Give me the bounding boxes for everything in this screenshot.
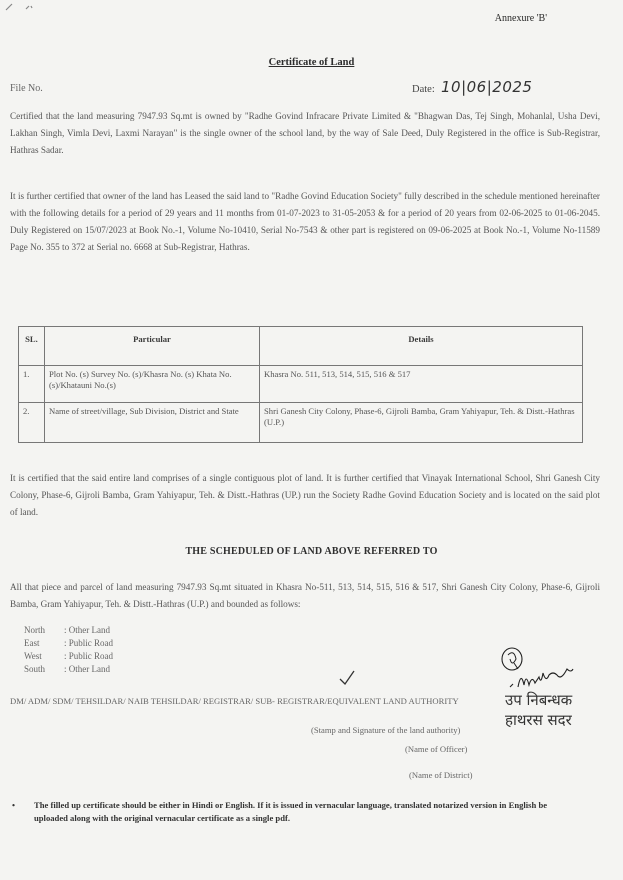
boundary-north: North : Other Land [24, 625, 110, 635]
land-details-table [18, 326, 583, 443]
page-title: Certificate of Land [268, 57, 355, 68]
stamp-line-2: हाथरस सदर [505, 711, 572, 729]
stamp-line-1: उप निबन्धक [505, 691, 573, 709]
footnote [12, 799, 552, 825]
row-sl: 2. [19, 403, 45, 443]
bullet-icon: • [12, 800, 16, 810]
officer-name-label: (Name of Officer) [405, 744, 468, 754]
file-no-label: File No. [10, 83, 43, 94]
table-row [19, 366, 583, 403]
footnote-text: The filled up certificate should be either in Hindi or English. If it is issued in vernacular language, translated notarized version in English be uploaded along with the original vernacular certificate as a single pdf. [34, 800, 548, 823]
official-stamp [505, 690, 572, 730]
table-header-particular: Particular [45, 327, 260, 366]
schedule-heading: THE SCHEDULED OF LAND ABOVE REFERRED TO [185, 546, 438, 557]
contiguous-plot-paragraph: It is certified that the said entire land comprises of a single contiguous plot of land. It is further certified that Vinayak International School, Shri Ganesh City Colony, Phase-6, Gijroli Bamba, Gram Yahiyapur, Teh. & Distt.-Hathras (UP.) run the Society Radhe Govind Education Society and is located on the said plot of land. [10, 473, 600, 517]
boundary-east: East : Public Road [24, 638, 113, 648]
table-header-sl: SL. [19, 327, 45, 366]
schedule-paragraph: All that piece and parcel of land measuring 7947.93 Sq.mt situated in Khasra No-511, 513, 514, 515, 516 & 517, Shri Ganesh City Colony, Phase-6, Gijroli Bamba, Gram Yahiyapur, Teh. & Distt.-Hathras (U.P.) and bounded as follows: [10, 582, 600, 609]
table-header-details: Details [260, 327, 583, 366]
lease-paragraph: It is further certified that owner of the land has Leased the said land to "Radhe Govind Education Society" fully described in the schedule mentioned hereinafter with the following details for a period of 29 years and 11 months from 01-07-2023 to 31-05-2053 & for a period of 20 years from 02-06-2025 to 01-06-2045. Duly Registered on 15/07/2023 at Book No.-1, Volume No-10410, Serial No-7543 & other part is registered on 09-06-2025 at Book No.-1, Volume No-11589 Page No. 355 to 372 at Serial no. 6668 at Sub-Registrar, Hathras. [10, 191, 600, 252]
row-sl: 1. [19, 366, 45, 403]
district-name-label: (Name of District) [409, 770, 473, 780]
stamp-signature-label: (Stamp and Signature of the land authority) [311, 725, 461, 735]
date-value-handwritten: 10|06|2025 [441, 78, 533, 96]
boundaries-list [24, 624, 113, 676]
annexure-label: Annexure 'B' [494, 13, 547, 24]
scan-mark [4, 0, 44, 14]
date-label: Date: [412, 84, 435, 95]
boundary-west: West : Public Road [24, 651, 113, 661]
tick-mark [337, 668, 357, 688]
signature-image [490, 645, 600, 695]
table-row [19, 403, 583, 443]
row-particular: Plot No. (s) Survey No. (s)/Khasra No. (s) Khata No.(s)/Khatauni No.(s) [45, 366, 260, 403]
authority-line: DM/ ADM/ SDM/ TEHSILDAR/ NAIB TEHSILDAR/ REGISTRAR/ SUB- REGISTRAR/EQUIVALENT LAND AUTHORITY [10, 696, 459, 706]
row-details: Khasra No. 511, 513, 514, 515, 516 & 517 [260, 366, 583, 403]
row-particular: Name of street/village, Sub Division, District and State [45, 403, 260, 443]
boundary-south: South : Other Land [24, 664, 110, 674]
ownership-paragraph: Certified that the land measuring 7947.93 Sq.mt is owned by "Radhe Govind Infracare Private Limited & "Bhagwan Das, Tej Singh, Mohanlal, Usha Devi, Lakhan Singh, Vimla Devi, Laxmi Narayan" is the single owner of the school land, by the way of Sale Deed, Duly Registered in the office is Sub-Registrar, Hathras Sadar. [10, 111, 600, 155]
row-details: Shri Ganesh City Colony, Phase-6, Gijroli Bamba, Gram Yahiyapur, Teh. & Distt.-Hathras (U.P.) [260, 403, 583, 443]
